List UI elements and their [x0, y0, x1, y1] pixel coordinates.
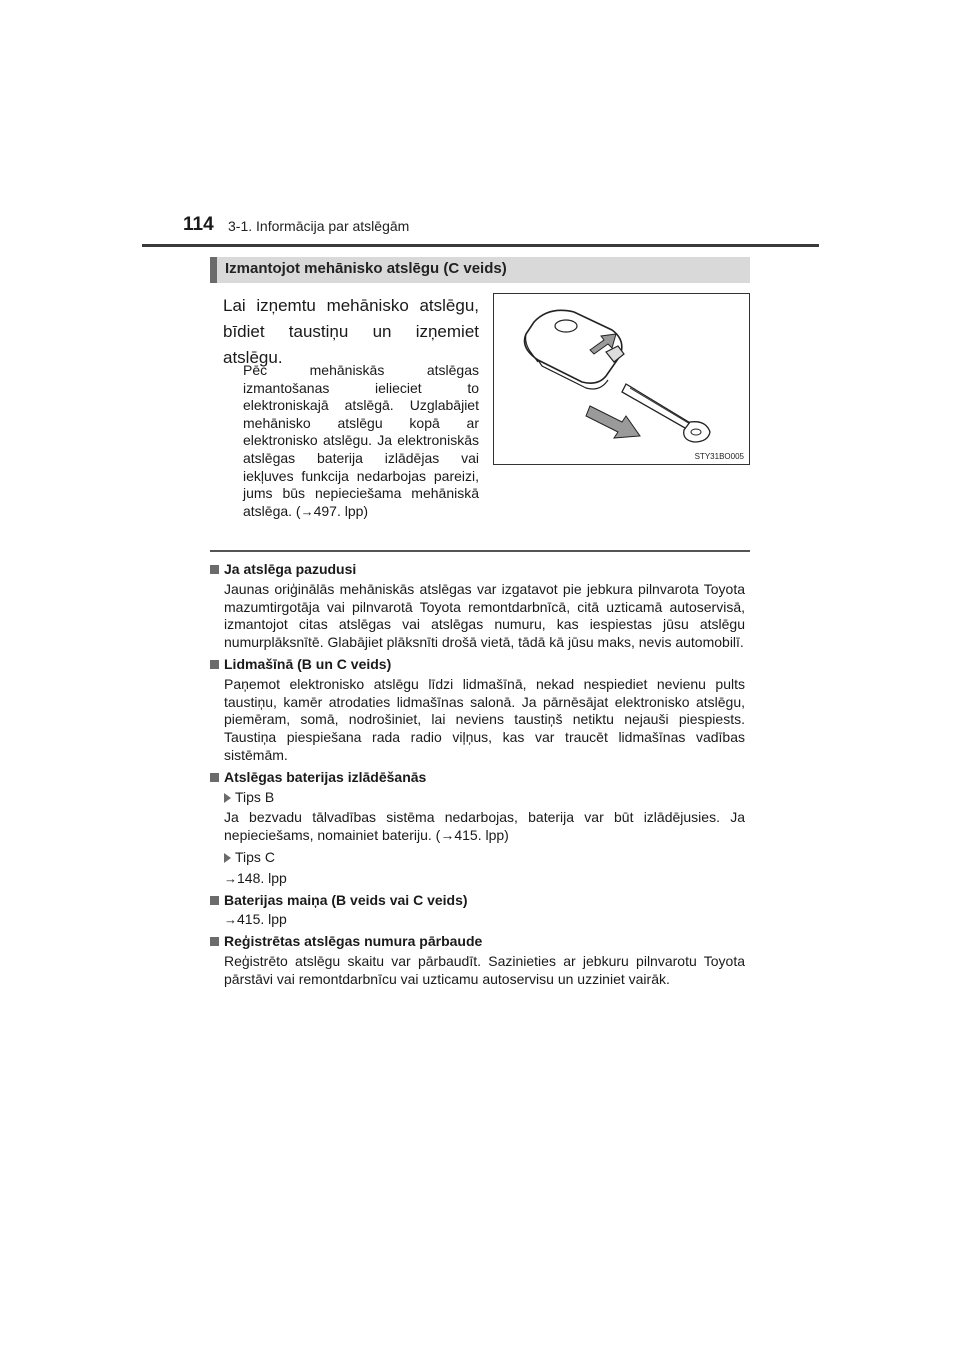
intro-note: Pēc mehāniskās atslēgas izmantošanas ielieciet to elektroniskajā atslēgā. Uzglabājiet mehānisko atslēgu kopā ar elektronisko atslēgu. Ja elektroniskās atslēgas baterija izlādējas vai iekļuves funkcija nedarbojas pareizi, jums būs nepieciešama mehāniskā atslēga. (→497. lpp): [243, 362, 479, 519]
triangle-bullet-icon: [224, 793, 231, 803]
note-reference: 497. lpp): [313, 502, 369, 519]
arrow-symbol: →: [224, 912, 237, 928]
page-header: [183, 214, 823, 244]
blade-groove: [630, 388, 690, 424]
lost-key-text: Jaunas oriģinālās mehāniskās atslēgas var izgatavot pie jebkura pilnvarota Toyota mazumtirgotāja vai pilnvarotā Toyota remontdarbnīcā, citā uzticamā autoservisā, izmantojot citas atslēgas vai atslēgas numuru, kas iespiestas jūsu atslēgu numurplāksnītē. Glabājiet plāksnīti drošā vietā, tādā kā jūsu maks, nevis automobilī.: [224, 580, 745, 651]
battery-heading: [210, 769, 745, 787]
square-bullet-icon: [210, 565, 219, 574]
registered-key-heading: [210, 933, 745, 951]
battery-replace-ref: [224, 911, 745, 929]
tip-c-ref: [224, 870, 745, 888]
arrow-symbol: →: [224, 870, 237, 886]
section-divider: [210, 550, 750, 552]
section-title: 3-1. Informācija par atslēgām: [228, 218, 410, 234]
tip-b: [224, 789, 745, 807]
heading-text: Lidmašīnā (B un C veids): [224, 655, 392, 672]
arrow-symbol: →: [300, 503, 314, 519]
battery-replace-heading: [210, 892, 745, 910]
intro-lead: Lai izņemtu mehānisko atslēgu, bīdiet taustiņu un izņemiet atslēgu.: [223, 296, 479, 367]
square-bullet-icon: [210, 773, 219, 782]
lost-key-heading: [210, 561, 745, 579]
square-bullet-icon: [210, 660, 219, 669]
heading-text: Ja atslēga pazudusi: [224, 561, 357, 577]
square-bullet-icon: [210, 896, 219, 905]
mechanical-key-drawing: [494, 294, 751, 466]
topic-title: Izmantojot mehānisko atslēgu (C veids): [225, 260, 507, 277]
airplane-text: Paņemot elektronisko atslēgu līdzi lidmašīnā, nekad nespiediet nevienu pults taustiņu, kamēr atrodaties lidmašīnas salonā. Ja pārnēsājat elektronisko atslēgu, piemēram, somā, nodrošiniet, lai neviens taustiņš netiktu nejauši piespiests. Taustiņa piespiešana rada radio viļņus, kas var traucēt lidmašīnas vadības sistēmām.: [224, 675, 745, 763]
notes-content: [210, 557, 745, 993]
tip-b-text: Ja bezvadu tālvadības sistēma nedarbojas, baterija var būt izlādējusies. Ja nepieciešams, nomainiet bateriju. (→415. lpp): [224, 809, 745, 844]
topic-heading: [210, 257, 750, 283]
tip-c: [224, 849, 745, 867]
replace-page: 415. lpp: [237, 911, 287, 928]
tip-c-page: 148. lpp: [237, 869, 287, 886]
heading-text: Baterijas maiņa (B veids vai C veids): [224, 891, 468, 908]
registered-key-text: Reģistrēto atslēgu skaitu var pārbaudīt. Sazinieties ar jebkuru pilnvarotu Toyota pārstāvi vai remontdarbnīcu vai uzticamu autoservisu un uzziniet vairāk.: [224, 952, 745, 987]
key-illustration: [493, 293, 750, 465]
heading-text: Reģistrētas atslēgas numura pārbaude: [224, 933, 483, 950]
heading-text: Atslēgas baterijas izlādēšanās: [224, 768, 427, 785]
triangle-bullet-icon: [224, 853, 231, 863]
tip-c-label: Tips C: [235, 848, 275, 865]
page-number: 114: [183, 214, 214, 235]
pull-arrow-icon: [586, 406, 640, 438]
square-bullet-icon: [210, 937, 219, 946]
header-rule: [142, 244, 819, 247]
fob-button: [555, 320, 577, 332]
note-text: Pēc mehāniskās atslēgas izmantošanas ielieciet to elektroniskajā atslēgā. Uzglabājiet mehānisko atslēgu kopā ar elektronisko atslēgu. Ja elektroniskās atslēgas baterija izlādējas vai iekļuves funkcija nedarbojas pareizi, jums būs nepieciešama mehāniskā atslēga.: [243, 362, 479, 519]
tip-b-label: Tips B: [235, 788, 275, 805]
key-hole: [691, 429, 701, 435]
airplane-heading: [210, 656, 745, 674]
figure-code: STY31BO005: [694, 452, 744, 461]
